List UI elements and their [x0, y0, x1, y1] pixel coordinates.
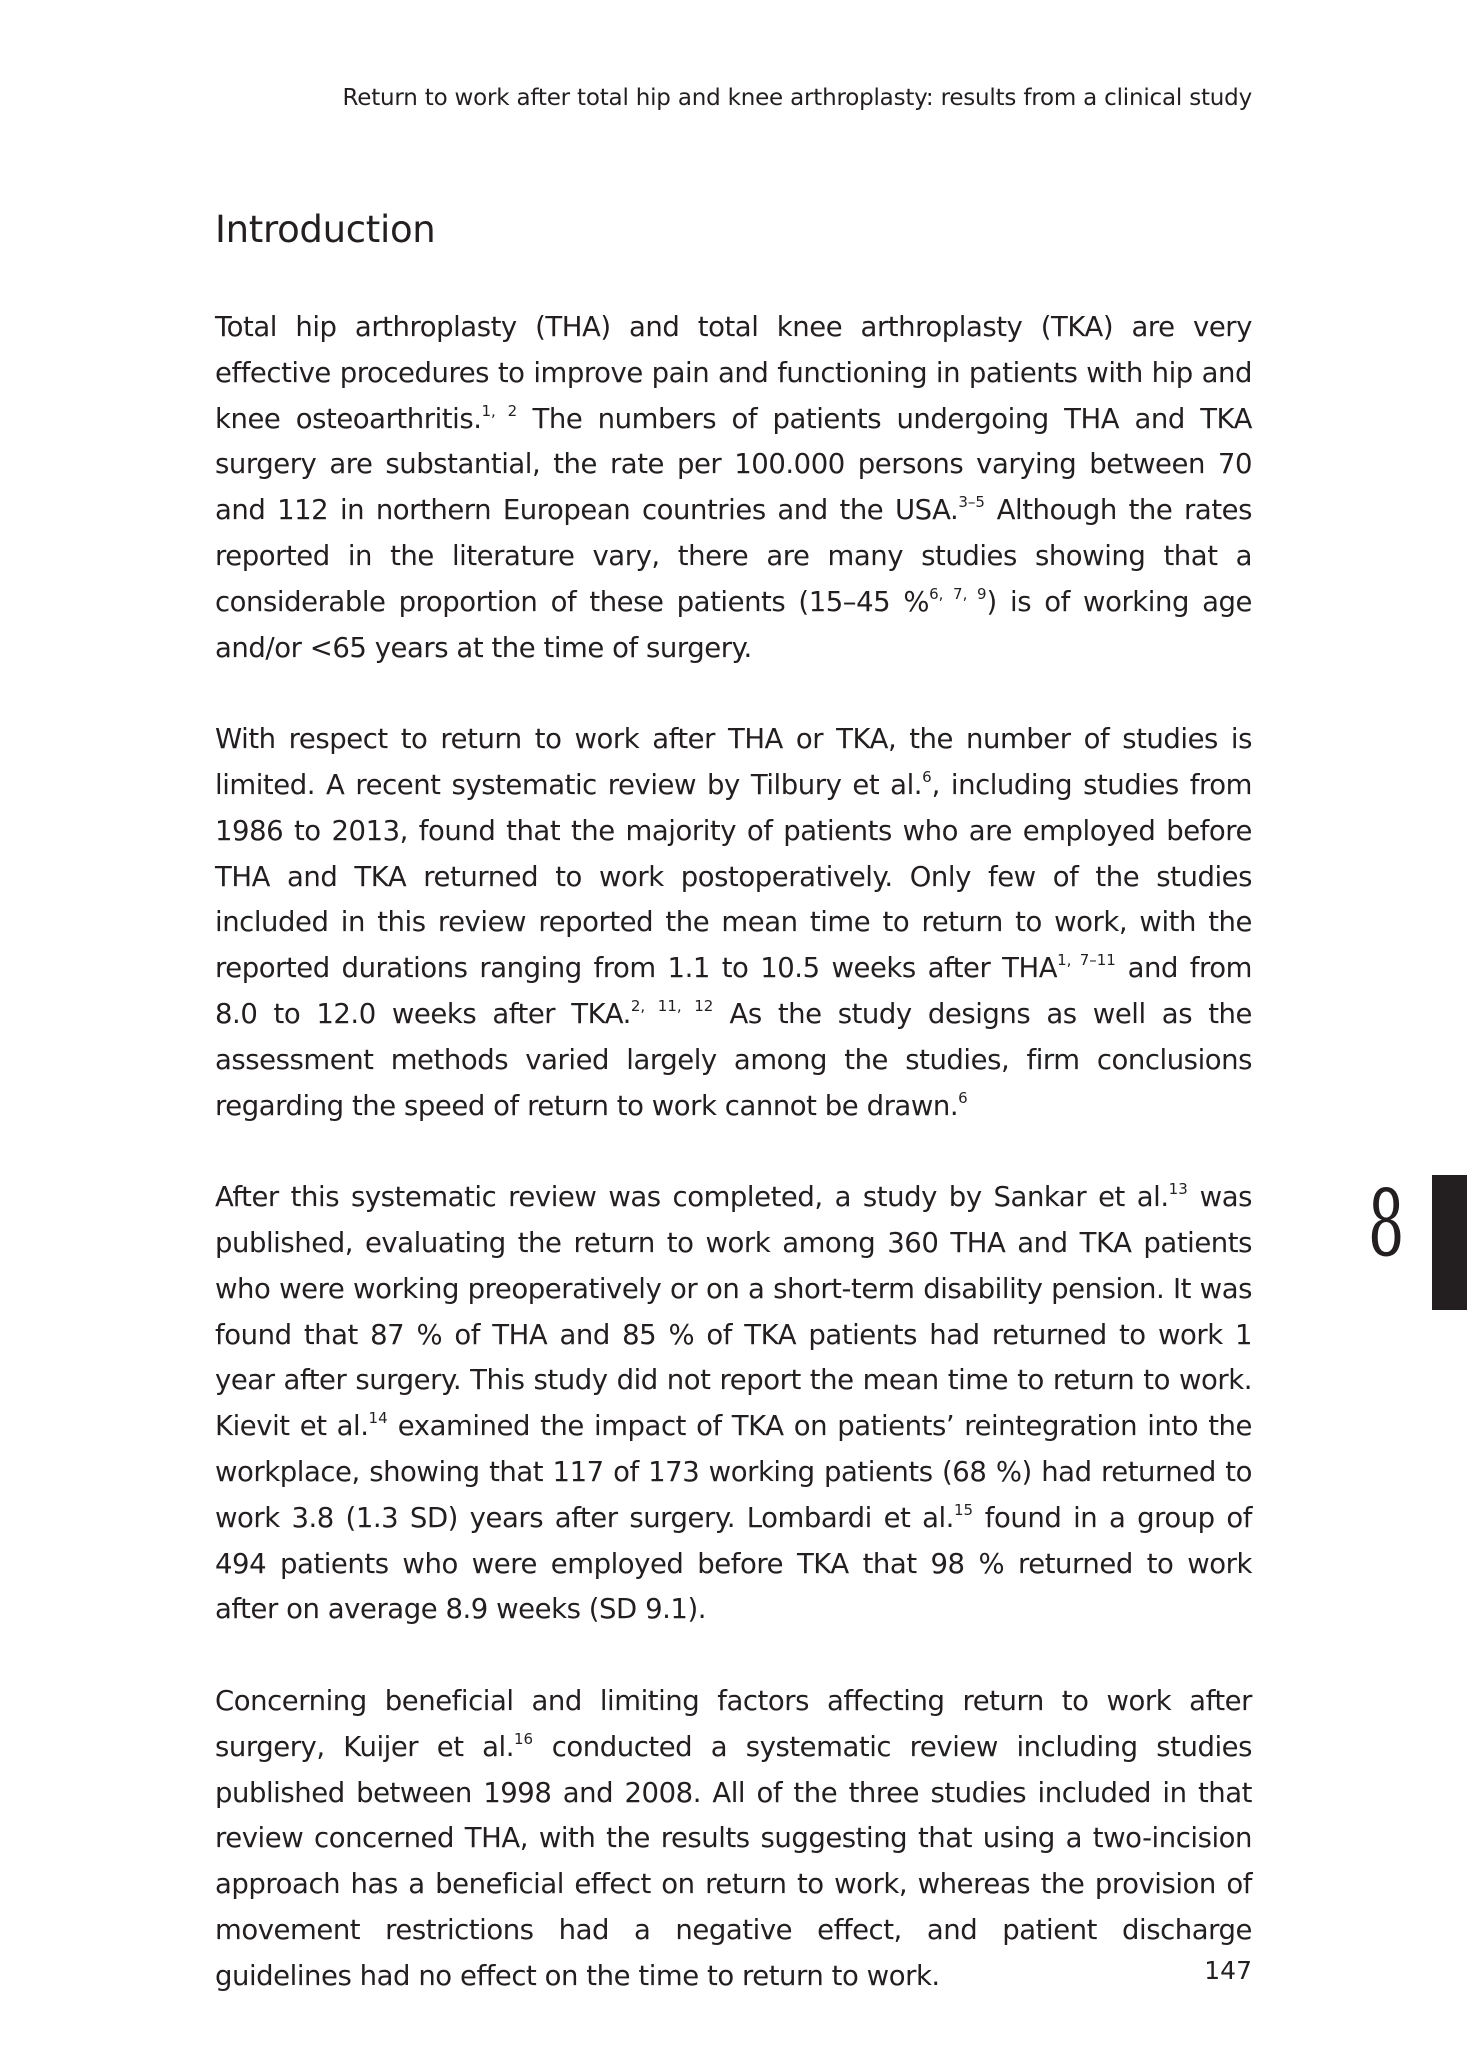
paragraph-text: After this systematic review was completed, a study by Sankar et al. — [215, 1181, 1169, 1214]
chapter-number: 8 — [1368, 1170, 1405, 1277]
paragraph — [215, 1679, 1252, 2000]
paragraph-text: As the study designs as well as the assessment methods varied largely among the studies, firm conclusions regarding the speed of return to work cannot be drawn. — [215, 997, 1252, 1122]
citation-superscript: 6 — [922, 767, 932, 786]
citation-superscript: 2, 11, 12 — [630, 996, 714, 1015]
citation-superscript: 6, 7, 9 — [929, 584, 987, 603]
citation-superscript: 13 — [1168, 1180, 1188, 1199]
paragraph-text: The numbers of patients undergoing THA and TKA surgery are substantial, the rate per 100.000 persons varying between 70 and 112 in northern European countries and the USA. — [215, 402, 1252, 527]
body-text — [215, 305, 1252, 1999]
citation-superscript: 14 — [368, 1409, 388, 1428]
chapter-tab-marker — [1432, 1175, 1467, 1310]
paragraph — [215, 305, 1252, 671]
paragraph — [215, 717, 1252, 1129]
paragraph-text: Although the rates reported in the literature vary, there are many studies showing that a considerable proportion of these patients (15–45 % — [215, 494, 1252, 618]
citation-superscript: 16 — [514, 1729, 534, 1748]
paragraph-text: conducted a systematic review including studies published between 1998 and 2008. All of the three studies included in that review concerned THA, with the results suggesting that using a two-incision approach has a beneficial effect on return to work, whereas the provision of movement restrictions had a negative effect, and patient discharge guidelines had no effect on the time to return to work. — [215, 1730, 1252, 1992]
running-header: Return to work after total hip and knee arthroplasty: results from a clinical study — [342, 85, 1252, 111]
paragraph — [215, 1175, 1252, 1633]
paragraph-text: and from 8.0 to 12.0 weeks after TKA. — [215, 952, 1252, 1030]
paragraph-text: , including studies from 1986 to 2013, found that the majority of patients who are employed before THA and TKA returned to work postoperatively. Only few of the studies included in this review reported the mean time to return to work, with the reported durations ranging from 1.1 to 10.5 weeks after THA — [215, 768, 1252, 985]
paragraph-text: Concerning beneficial and limiting factors affecting return to work after surgery, Kuijer et al. — [215, 1684, 1252, 1763]
paragraph-text: Total hip arthroplasty (THA) and total knee arthroplasty (TKA) are very effective procedures to improve pain and functioning in patients with hip and knee osteoarthritis. — [215, 311, 1252, 435]
citation-superscript: 3–5 — [958, 493, 985, 512]
citation-superscript: 6 — [958, 1088, 968, 1107]
citation-superscript: 15 — [953, 1500, 974, 1519]
section-heading: Introduction — [215, 208, 436, 251]
paragraph-text: examined the impact of TKA on patients’ reintegration into the workplace, showing that 117 of 173 working patients (68 %) had returned to work 3.8 (1.3 SD) years after surgery. Lombardi et al. — [215, 1410, 1252, 1534]
paragraph-text: With respect to return to work after THA or TKA, the number of studies is limited. A recent systematic review by Tilbury et al. — [215, 723, 1252, 801]
paragraph-text: ) is of working age and/or <65 years at the time of surgery. — [215, 585, 1253, 664]
paragraph-text: found in a group of 494 patients who were employed before TKA that 98 % returned to work after on average 8.9 weeks (SD 9.1). — [215, 1501, 1253, 1626]
paragraph-text: was published, evaluating the return to work among 360 THA and TKA patients who were working preoperatively or on a short-term disability pension. It was found that 87 % of THA and 85 % of TKA patients had returned to work 1 year after surgery. This study did not report the mean time to return to work. Kievit et al. — [215, 1181, 1252, 1443]
page-number: 147 — [1204, 1956, 1252, 1985]
citation-superscript: 1, 7–11 — [1057, 951, 1116, 970]
citation-superscript: 1, 2 — [481, 401, 518, 420]
